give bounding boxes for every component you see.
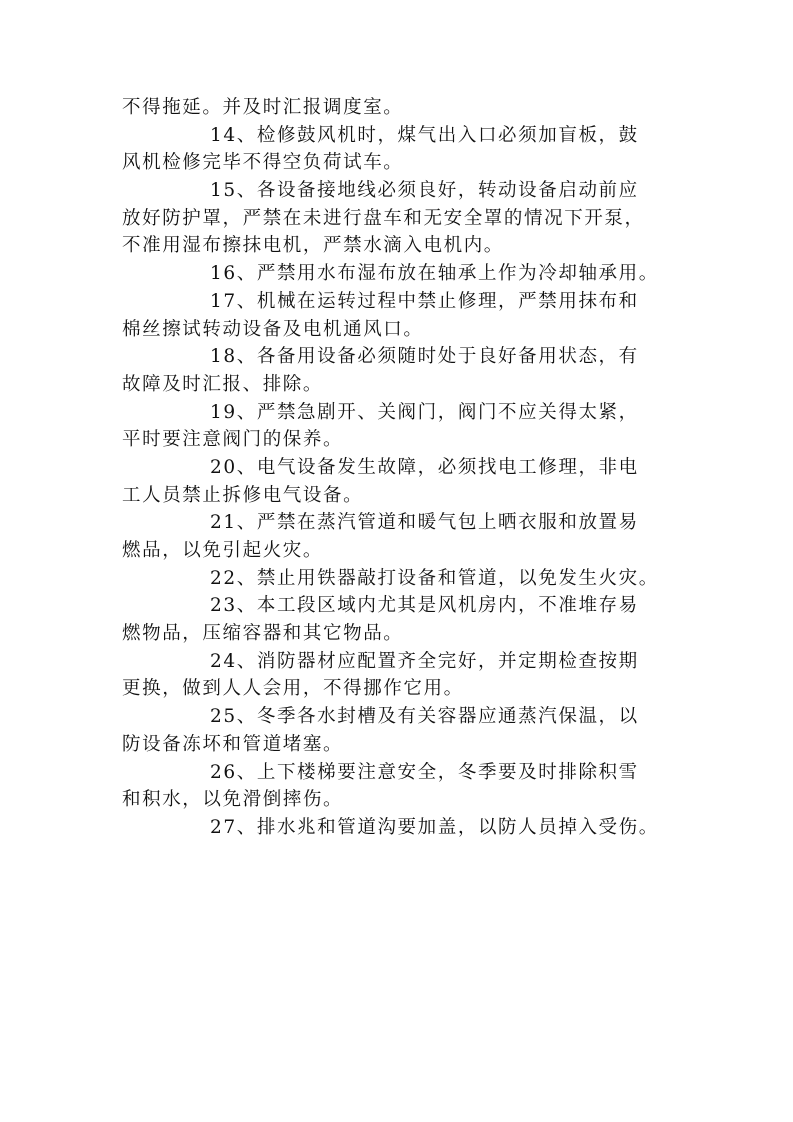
text-line: 16、严禁用水布湿布放在轴承上作为冷却轴承用。 (210, 263, 659, 285)
text-line: 工人员禁止拆修电气设备。 (122, 484, 364, 506)
text-line: 放好防护罩，严禁在未进行盘车和无安全罩的情况下开泵， (122, 207, 645, 229)
text-line: 15、各设备接地线必须良好，转动设备启动前应 (210, 180, 639, 202)
text-line: 防设备冻坏和管道堵塞。 (122, 733, 344, 755)
text-line: 27、排水兆和管道沟要加盖，以防人员掉入受伤。 (210, 816, 659, 838)
document-body (122, 94, 662, 842)
text-line: 故障及时汇报、排除。 (122, 373, 324, 395)
text-line: 26、上下楼梯要注意安全，冬季要及时排除积雪 (210, 761, 639, 783)
text-line: 更换，做到人人会用，不得挪作它用。 (122, 678, 464, 700)
text-line: 22、禁止用铁器敲打设备和管道，以免发生火灾。 (210, 567, 659, 589)
text-line: 20、电气设备发生故障，必须找电工修理，非电 (210, 456, 639, 478)
text-line: 21、严禁在蒸汽管道和暖气包上晒衣服和放置易 (210, 512, 639, 534)
text-line: 19、严禁急剧开、关阀门，阀门不应关得太紧， (210, 401, 639, 423)
text-line: 燃品，以免引起火灾。 (122, 540, 324, 561)
text-line: 燃物品，压缩容器和其它物品。 (122, 623, 404, 645)
text-line: 14、检修鼓风机时，煤气出入口必须加盲板，鼓 (210, 124, 639, 146)
text-line: 25、冬季各水封槽及有关容器应通蒸汽保温，以 (210, 706, 639, 728)
text-line: 不准用湿布擦抹电机，严禁水滴入电机内。 (122, 235, 504, 257)
text-line: 24、消防器材应配置齐全完好，并定期检查按期 (210, 650, 639, 672)
text-line: 18、各备用设备必须随时处于良好备用状态，有 (210, 346, 639, 368)
text-line: 23、本工段区域内尤其是风机房内，不准堆存易 (210, 595, 639, 617)
text-line: 不得拖延。并及时汇报调度室。 (122, 97, 404, 118)
text-line: 平时要注意阀门的保养。 (122, 429, 344, 451)
text-line: 棉丝擦试转动设备及电机通风口。 (122, 318, 424, 340)
text-line: 风机检修完毕不得空负荷试车。 (122, 152, 404, 174)
text-line: 17、机械在运转过程中禁止修理，严禁用抹布和 (210, 290, 639, 312)
text-line: 和积水，以免滑倒摔伤。 (122, 789, 344, 811)
